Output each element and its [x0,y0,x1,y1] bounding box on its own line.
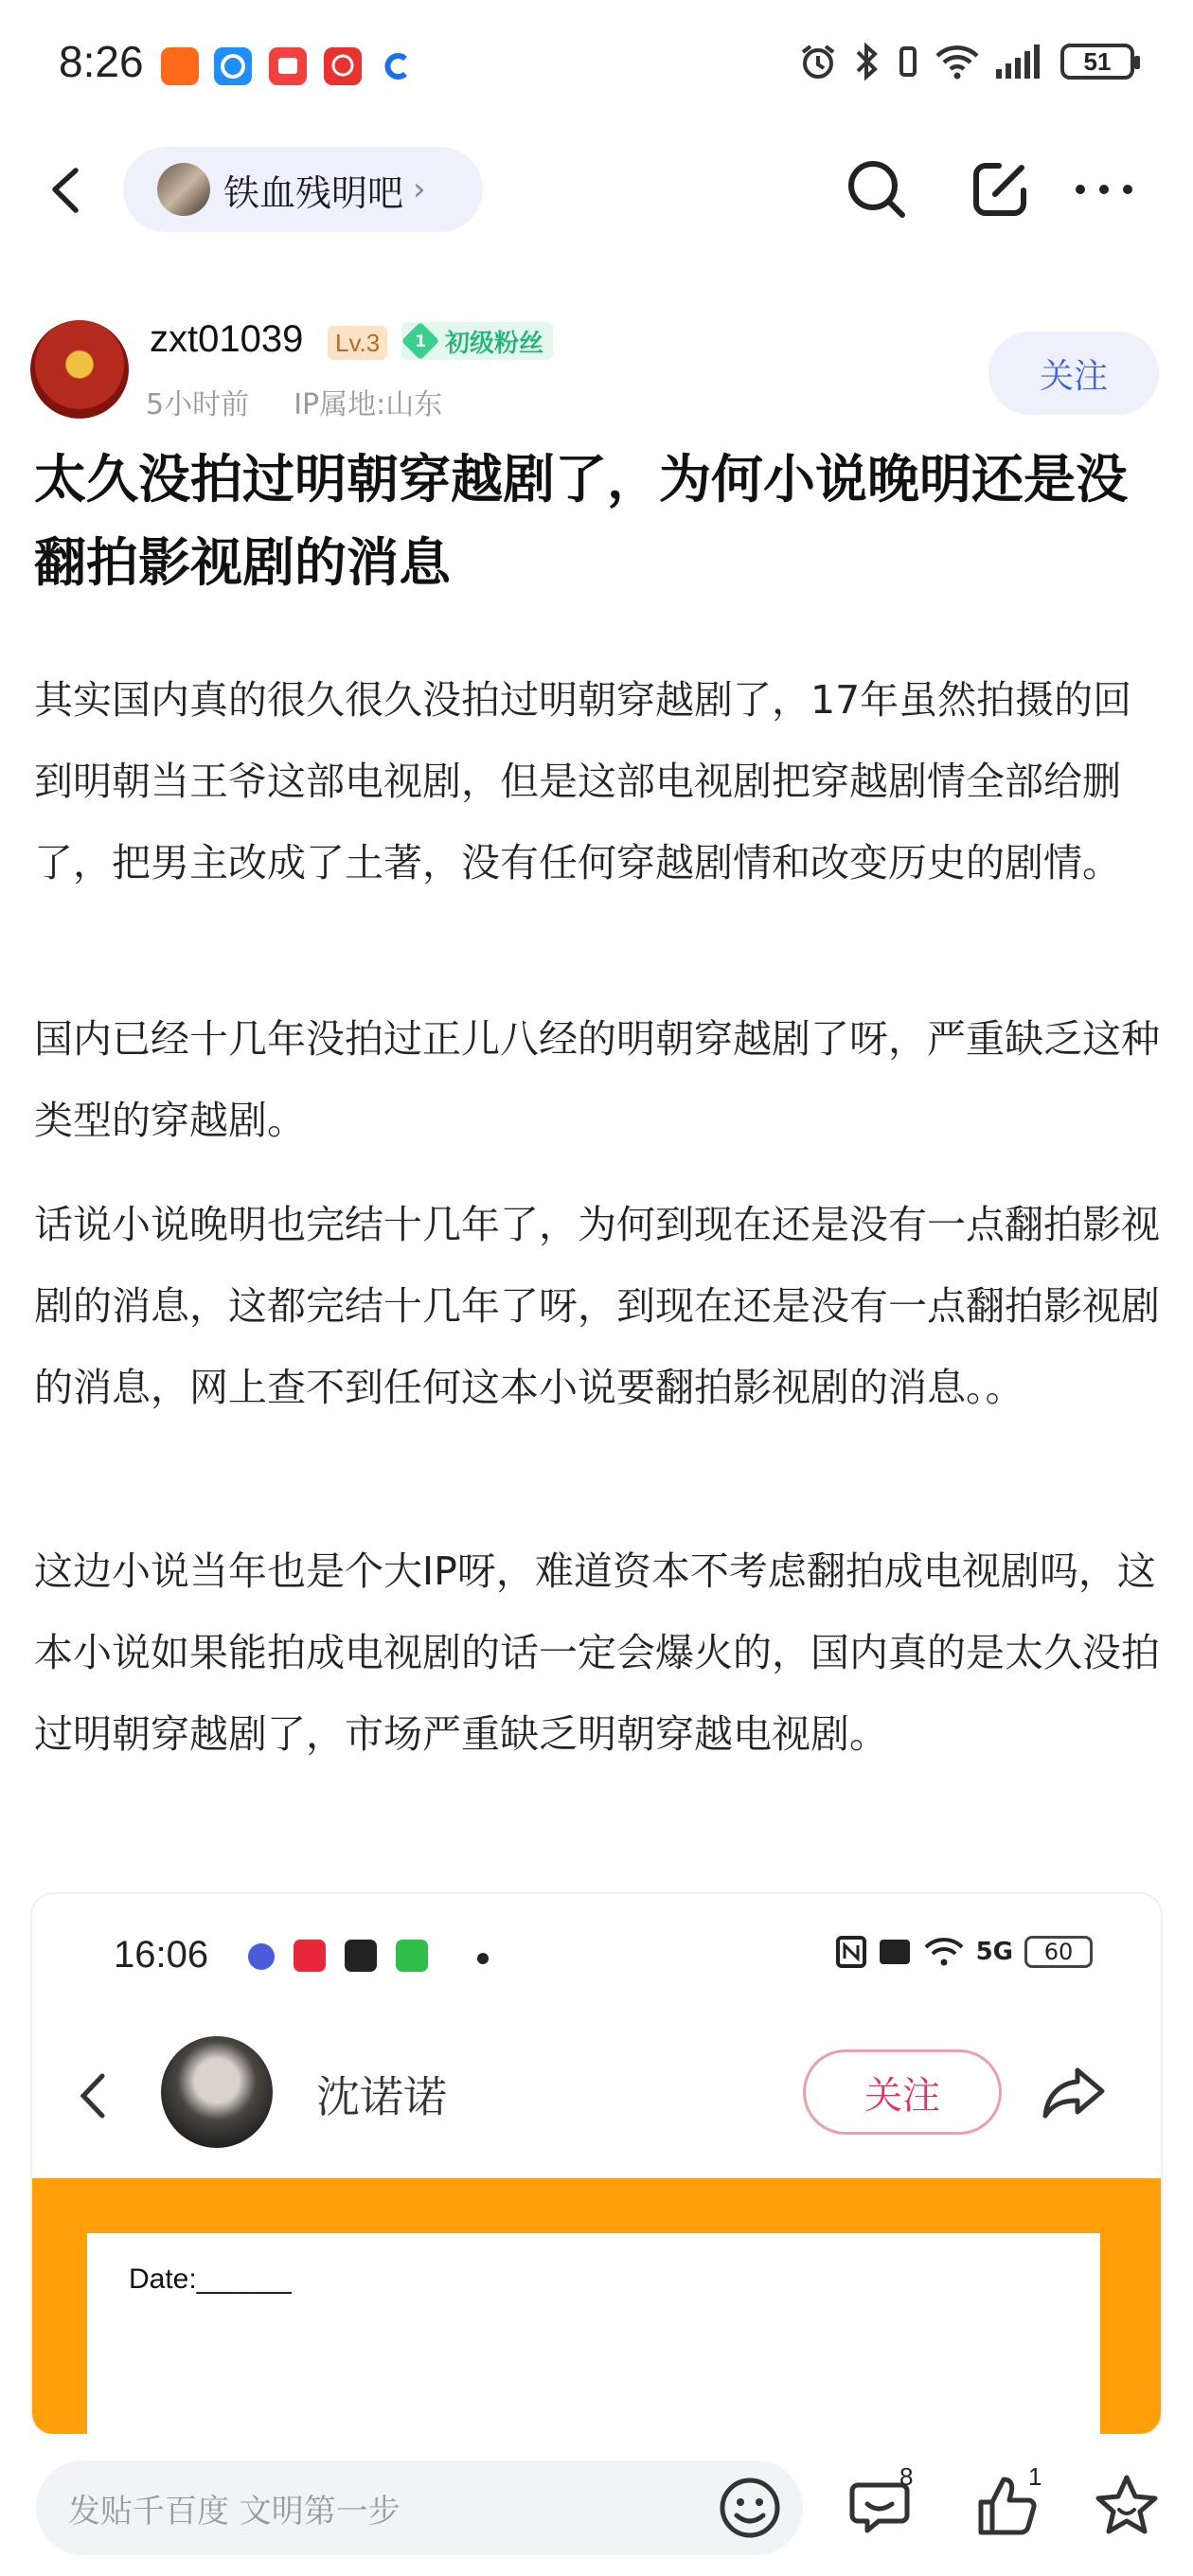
status-time: 8:26 [59,37,144,86]
chevron-right-icon: › [413,170,426,208]
embedded-follow-button: 关注 [803,2049,1002,2135]
author-avatar[interactable] [30,320,129,419]
post-paragraph-3: 话说小说晚明也完结十几年了，为何到现在还是没有一点翻拍影视剧的消息，这都完结十几年了呀，到现在还是没有一点翻拍影视剧的消息，网上查不到任何这本小说要翻拍影视剧的消息。。 [34,1202,1160,1410]
wifi-icon [923,1936,965,1968]
baidu-c-icon [381,49,415,87]
comment-count: 8 [899,2462,914,2491]
follow-button[interactable]: 关注 [988,331,1159,415]
nfc-icon [836,1936,866,1968]
forum-link[interactable] [123,147,483,232]
embedded-date-label: Date:______ [129,2263,292,2295]
status-icons [797,38,1134,85]
alarm-icon [797,41,839,82]
battery-indicator: 51 [1060,44,1134,80]
embedded-avatar [161,2036,273,2148]
vibrate-icon [896,41,920,82]
level-badge: Lv.3 [328,326,387,360]
more-button[interactable] [1066,152,1142,227]
reply-input[interactable] [36,2460,803,2555]
more-dots-icon [1071,180,1137,199]
favorite-button[interactable] [1089,2468,1165,2544]
notification-dot-icon [477,1953,489,1964]
forum-avatar [157,163,210,216]
fan-level-icon: 1 [401,322,440,361]
fan-badge [401,322,553,360]
ip-location: IP属地:山东 [294,388,443,421]
taobao-icon [294,1940,326,1972]
post-paragraph-4: 这边小说当年也是个大IP呀，难道资本不考虑翻拍成电视剧吗，这本小说如果能拍成电视剧的话一定会爆火的，国内真的是太久没拍过明朝穿越剧了，市场严重缺乏明朝穿越电视剧。 [34,1548,1160,1757]
search-button[interactable] [839,152,915,227]
red-app-icon [269,47,307,85]
chevron-left-icon [38,152,95,227]
post-paragraph-1: 其实国内真的很久很久没拍过明朝穿越剧了，17年虽然拍摄的回到明朝当王爷这部电视剧，但是这部电视剧把穿越剧情全部给删了，把男主改成了土著，没有任何穿越剧情和改变历史的剧情。 [34,677,1132,886]
emoji-button[interactable] [716,2474,784,2546]
post-image[interactable] [32,1894,1161,2434]
bluetooth-icon [852,41,882,82]
post-paragraph-2: 国内已经十几年没拍过正儿八经的明朝穿越剧了呀，严重缺乏这种类型的穿越剧。 [34,1016,1160,1143]
share-edit-button[interactable] [962,152,1038,227]
fan-title: 初级粉丝 [445,329,544,358]
like-count: 1 [1028,2462,1042,2491]
edit-share-icon [967,156,1033,223]
coupon-app-icon [324,47,362,85]
embedded-status-icons [836,1936,1093,1968]
search-icon [843,155,911,224]
taobao-special-icon [161,47,199,85]
forum-name: 铁血残明吧 [223,171,404,214]
hd-icon [878,1936,912,1968]
share-arrow-icon [1036,2055,1112,2135]
embedded-user-name: 沈诺诺 [316,2071,447,2122]
embedded-battery: 60 [1024,1936,1093,1968]
wifi-icon [934,41,981,82]
browser-e-icon [214,47,252,85]
embedded-time: 16:06 [114,1934,209,1976]
embedded-back-icon [70,2063,117,2133]
star-icon [1093,2472,1161,2540]
embedded-signal-label: 5G [975,1938,1013,1966]
post-time: 5小时前 [146,388,250,421]
reply-placeholder: 发贴千百度 文明第一步 [68,2492,401,2531]
back-button[interactable] [38,152,95,227]
post-meta [146,381,442,422]
signal-icon [994,41,1047,82]
tieba-dark-icon [345,1940,377,1972]
author-name[interactable]: zxt01039 [150,318,304,360]
post-title: 太久没拍过明朝穿越剧了，为何小说晚明还是没翻拍影视剧的消息 [34,449,1129,593]
emoji-icon [716,2474,784,2542]
green-app-icon [396,1940,428,1972]
tieba-icon [248,1943,275,1970]
